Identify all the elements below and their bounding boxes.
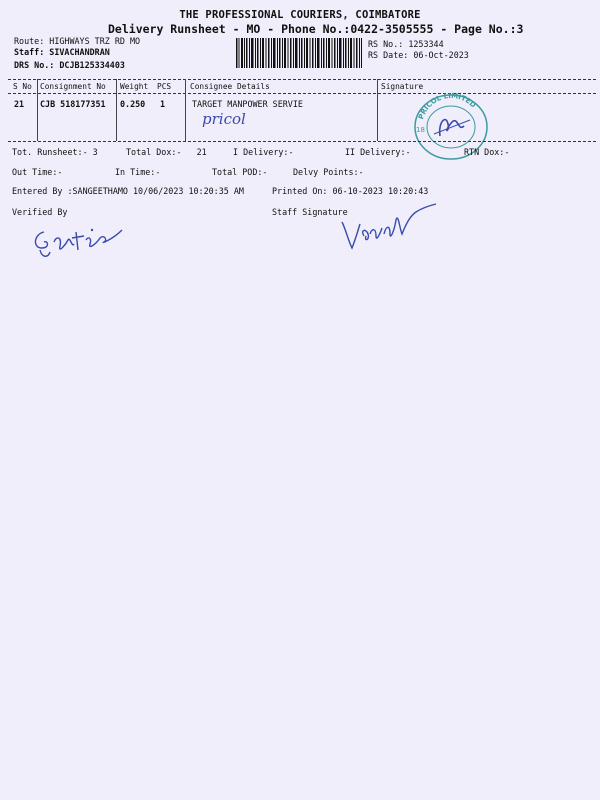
stamp-number: 18 — [416, 126, 425, 134]
rtn-dox: RTN Dox:- — [464, 147, 510, 157]
company-name: THE PROFESSIONAL COURIERS, COIMBATORE — [179, 9, 421, 21]
col-header-consignee: Consignee Details — [190, 82, 270, 91]
runsheet-title: Delivery Runsheet - MO - Phone No.:0422-3505555 - Page No.:3 — [108, 22, 524, 36]
col-header-consignment: Consignment No — [40, 82, 106, 91]
col-header-weight: Weight — [120, 82, 149, 91]
col-divider — [377, 79, 378, 141]
col-header-signature: Signature — [381, 82, 424, 91]
col-divider — [37, 79, 38, 141]
stamp-text: PRICOL LIMITED — [417, 92, 478, 121]
out-time: Out Time:- — [12, 167, 63, 177]
total-dox: Total Dox:- 21 — [126, 147, 207, 157]
route-label: Route: HIGHWAYS TRZ RD MO — [14, 36, 141, 46]
barcode-image — [236, 38, 362, 68]
printed-on: Printed On: 06-10-2023 10:20:43 — [272, 186, 429, 196]
verifier-signature-icon — [26, 214, 136, 264]
total-pod: Total POD:- — [212, 167, 268, 177]
in-time: In Time:- — [115, 167, 161, 177]
drs-number: DRS No.: DCJB125334403 — [14, 60, 125, 70]
total-runsheet: Tot. Runsheet:- 3 — [12, 147, 98, 157]
row-weight: 0.250 — [120, 99, 146, 109]
row-sno: 21 — [14, 99, 25, 109]
i-delivery: I Delivery:- — [233, 147, 294, 157]
staff-signature-label: Staff Signature — [272, 207, 348, 217]
table-top-divider — [8, 79, 596, 80]
rs-number: RS No.: 1253344 — [368, 39, 444, 49]
verified-by-label: Verified By — [12, 207, 68, 217]
col-divider — [185, 79, 186, 141]
row-consignment-no: CJB 518177351 — [40, 99, 106, 109]
row-pcs: 1 — [160, 99, 166, 109]
ii-delivery: II Delivery:- — [345, 147, 411, 157]
staff-label: Staff: SIVACHANDRAN — [14, 47, 110, 57]
col-header-sno: S No — [13, 82, 32, 91]
row-handwritten-note: pricol — [202, 110, 246, 128]
table-bottom-divider — [8, 141, 596, 142]
col-divider — [116, 79, 117, 141]
entered-by: Entered By :SANGEETHAMO 10/06/2023 10:20:35 AM — [12, 186, 244, 196]
rs-date: RS Date: 06-Oct-2023 — [368, 50, 469, 60]
col-header-pcs: PCS — [157, 82, 172, 91]
delvy-points: Delvy Points:- — [293, 167, 364, 177]
staff-signature-icon — [336, 200, 446, 256]
row-consignee: TARGET MANPOWER SERVIE — [192, 99, 303, 109]
table-header-divider — [8, 93, 596, 94]
